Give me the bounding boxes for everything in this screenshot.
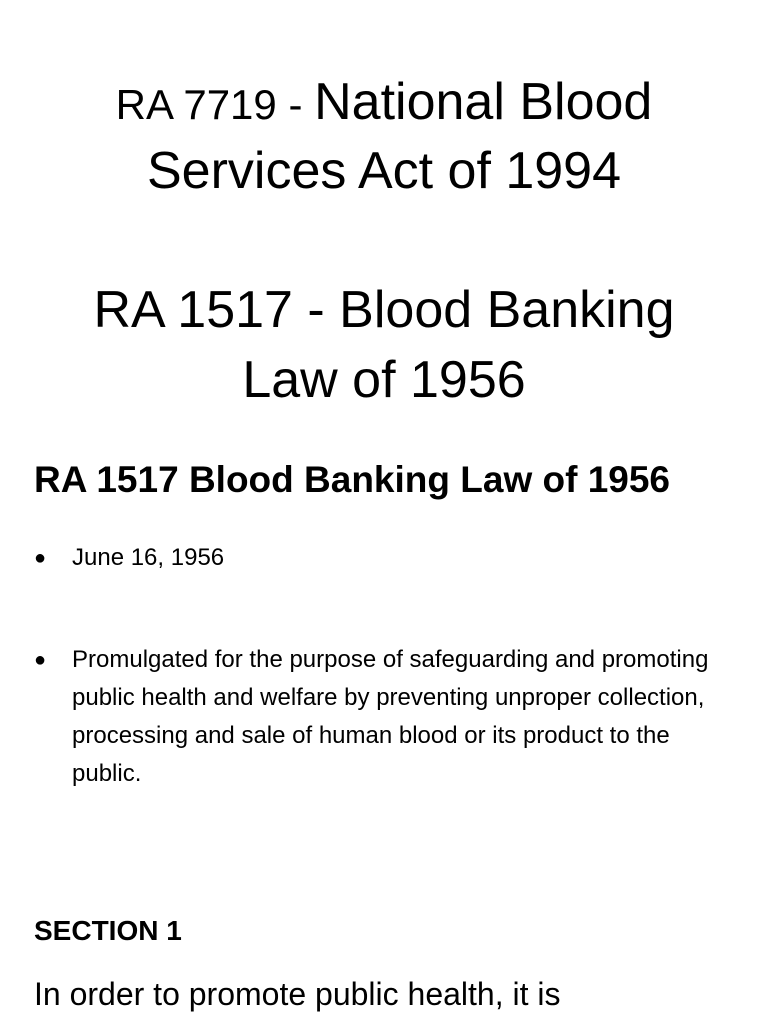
bullet-item-date — [34, 539, 714, 577]
title-ra7719-prefix: RA 7719 - — [115, 81, 315, 128]
title-ra1517-line2: Law of 1956 — [242, 351, 526, 409]
title-ra7719-line2: Services Act of 1994 — [146, 142, 622, 200]
section1-heading: SECTION 1 — [34, 915, 182, 946]
title-ra7719-main: National Blood — [314, 73, 653, 131]
title-ra1517-line1: RA 1517 - Blood Banking — [93, 281, 675, 339]
bullet-item-purpose — [34, 641, 714, 793]
bullet-marker: ● — [34, 547, 47, 569]
bullet-text: Promulgated for the purpose of safeguarding and promoting public health and welfare by preventing unproper collection, processing and sale of human blood or its product to the public. — [72, 646, 709, 787]
section1-text: In order to promote public health, it is — [34, 976, 561, 1012]
section-heading: RA 1517 Blood Banking Law of 1956 — [34, 459, 671, 500]
bullet-marker: ● — [34, 649, 47, 671]
title-ra7719-line1 — [0, 73, 768, 131]
bullet-text: June 16, 1956 — [72, 544, 225, 571]
